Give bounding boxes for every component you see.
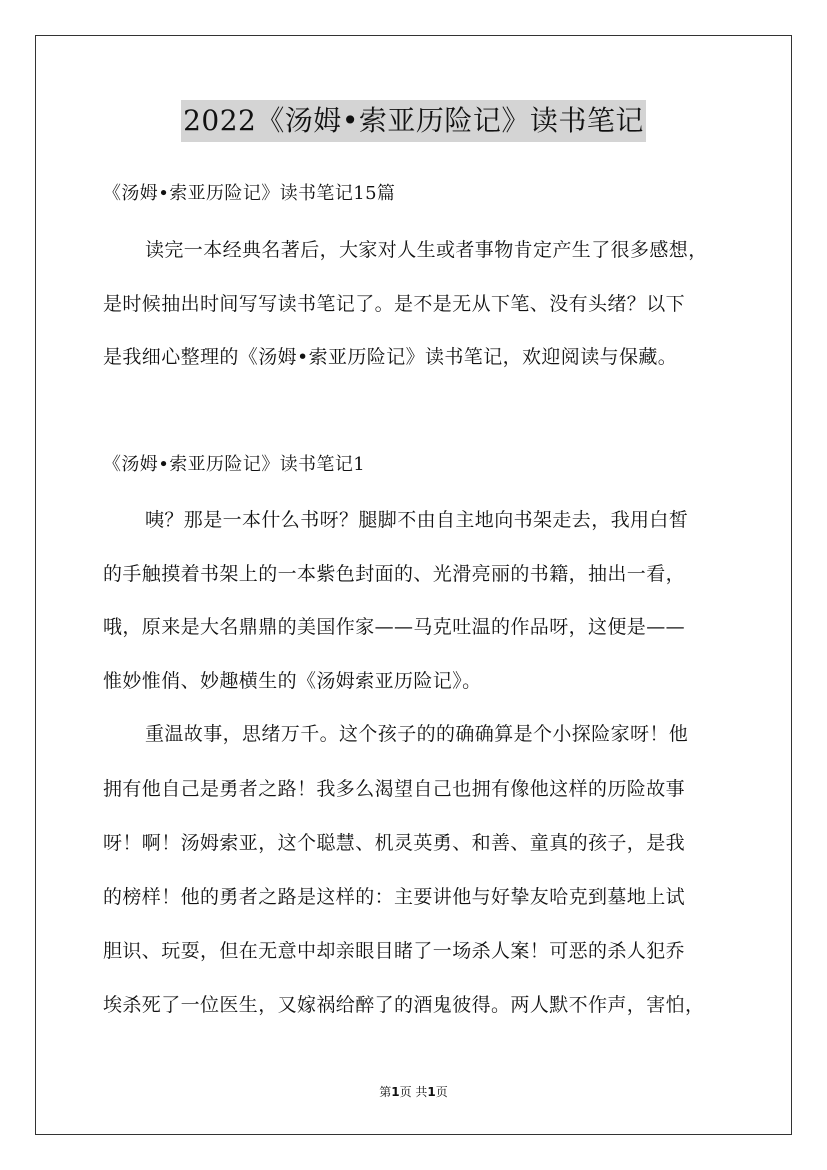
footer-mid: 页 共 bbox=[399, 1085, 428, 1099]
total-page-number: 1 bbox=[427, 1085, 436, 1099]
paragraph-line: 胆识、玩耍，但在无意中却亲眼目睹了一场杀人案！可恶的杀人犯乔 bbox=[103, 940, 686, 962]
paragraph-line: 埃杀死了一位医生，又嫁祸给醉了的酒鬼彼得。两人默不作声，害怕， bbox=[103, 994, 705, 1016]
paragraph-line: 哦，原来是大名鼎鼎的美国作家——马克吐温的作品呀，这便是—— bbox=[103, 616, 686, 638]
subtitle: 《汤姆•索亚历险记》读书笔记15篇 bbox=[103, 183, 396, 204]
document-title: 2022《汤姆•索亚历险记》读书笔记 bbox=[181, 100, 646, 142]
intro-line: 是我细心整理的《汤姆•索亚历险记》读书笔记，欢迎阅读与保藏。 bbox=[103, 346, 678, 368]
intro-line: 读完一本经典名著后，大家对人生或者事物肯定产生了很多感想， bbox=[145, 239, 708, 261]
current-page-number: 1 bbox=[391, 1085, 400, 1099]
paragraph-line: 惟妙惟俏、妙趣横生的《汤姆索亚历险记》。 bbox=[103, 670, 482, 692]
footer-prefix: 第 bbox=[379, 1085, 392, 1099]
title-container bbox=[0, 100, 827, 142]
paragraph-line: 呀！啊！汤姆索亚，这个聪慧、机灵英勇、和善、童真的孩子，是我 bbox=[103, 832, 686, 854]
page-footer bbox=[0, 1083, 827, 1100]
section-heading: 《汤姆•索亚历险记》读书笔记1 bbox=[103, 454, 366, 475]
paragraph-line: 的手触摸着书架上的一本紫色封面的、光滑亮丽的书籍，抽出一看， bbox=[103, 563, 686, 585]
intro-line: 是时候抽出时间写写读书笔记了。是不是无从下笔、没有头绪？以下 bbox=[103, 293, 686, 315]
footer-suffix: 页 bbox=[435, 1085, 448, 1099]
paragraph-line: 拥有他自己是勇者之路！我多么渴望自己也拥有像他这样的历险故事 bbox=[103, 778, 686, 800]
paragraph-line: 咦？那是一本什么书呀？腿脚不由自主地向书架走去，我用白皙 bbox=[145, 509, 689, 531]
paragraph-line: 的榜样！他的勇者之路是这样的：主要讲他与好挚友哈克到墓地上试 bbox=[103, 886, 686, 908]
paragraph-line: 重温故事，思绪万千。这个孩子的的确确算是个小探险家呀！他 bbox=[145, 723, 689, 745]
